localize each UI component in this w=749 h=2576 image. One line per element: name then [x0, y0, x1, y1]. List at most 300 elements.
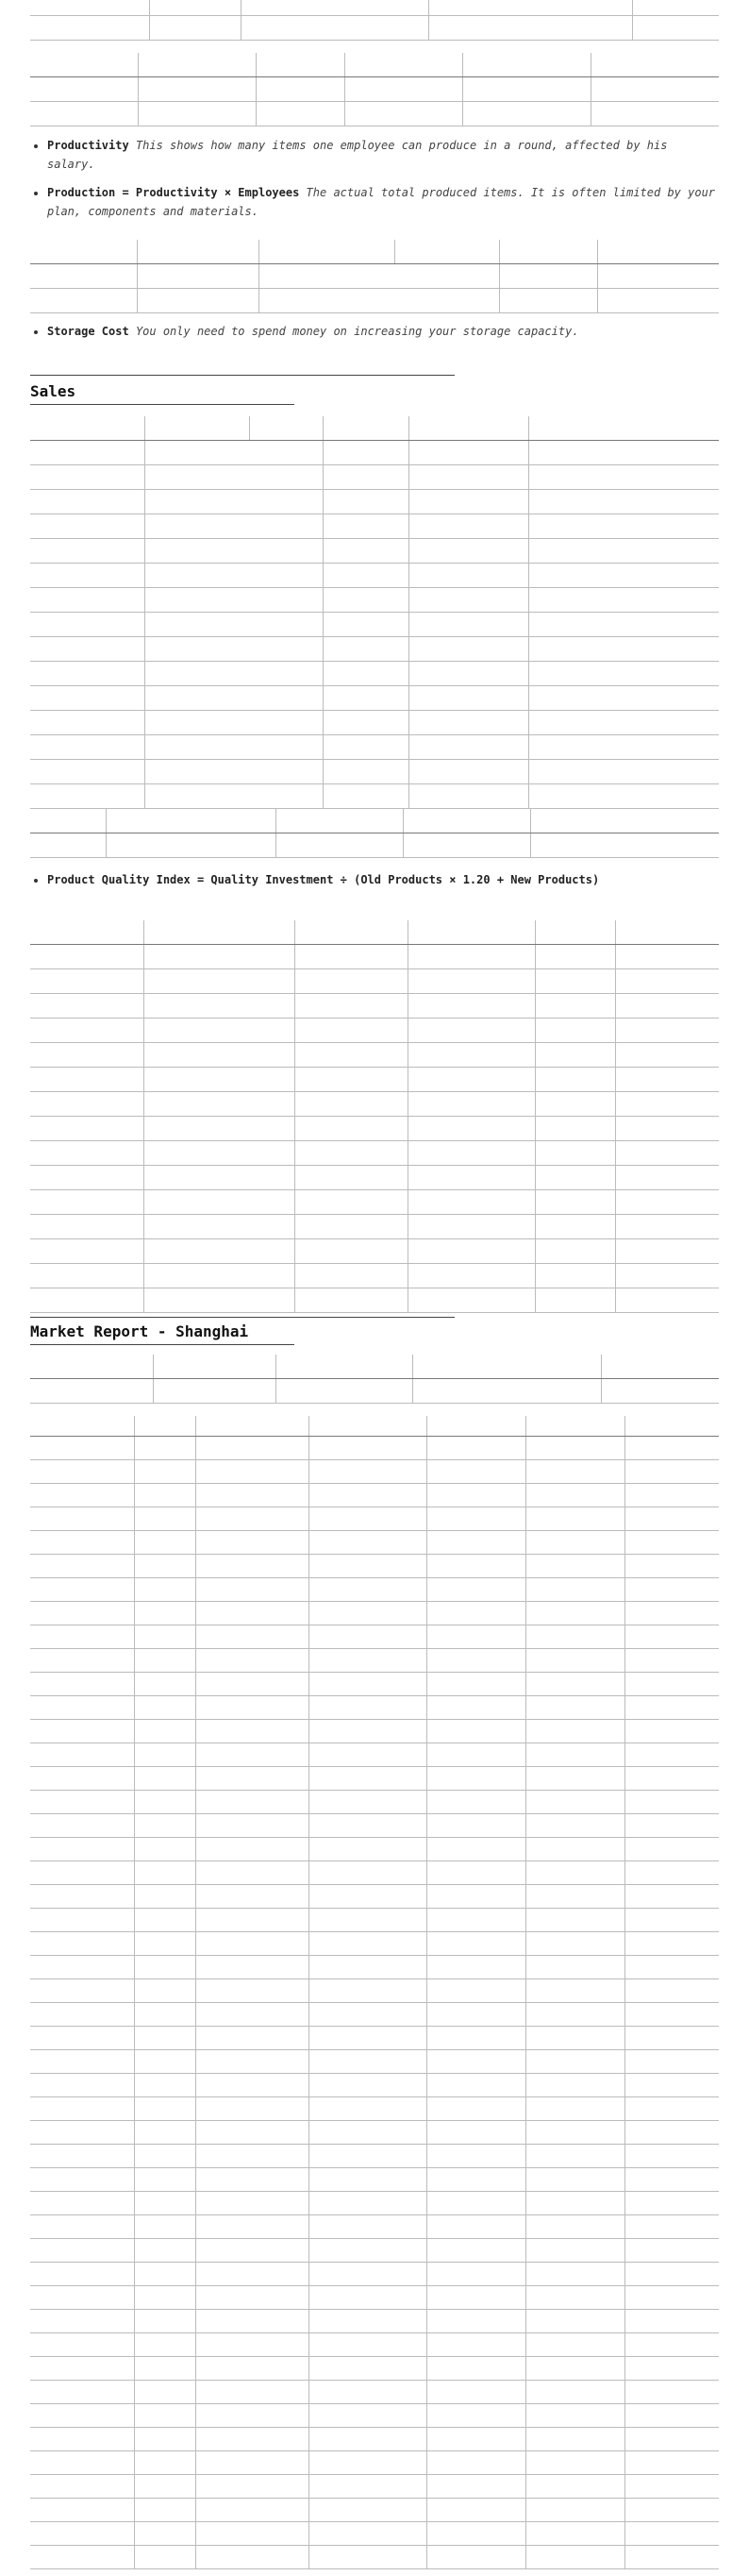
- table-row: [30, 2074, 719, 2097]
- table-cell: [426, 1437, 525, 1460]
- table-cell: [409, 564, 528, 588]
- table-cell: [195, 2286, 308, 2310]
- table-cell: [134, 2121, 195, 2145]
- table-cell: [30, 2381, 134, 2404]
- table-cell: [30, 613, 144, 637]
- table-cell: [525, 1838, 624, 1861]
- table-cell: [30, 1019, 143, 1043]
- table-cell: [143, 969, 294, 994]
- table-cell: [308, 2050, 426, 2074]
- table-cell: [266, 662, 324, 686]
- table-cell: [328, 16, 348, 41]
- table-cell: [30, 1720, 134, 1743]
- table-cell: [308, 2381, 426, 2404]
- table-cell: [521, 0, 541, 16]
- table-cell: [525, 1578, 624, 1602]
- storage-table: [30, 240, 719, 313]
- table-cell: [30, 1838, 134, 1861]
- table-cell: [195, 2522, 308, 2546]
- table-cell: [134, 1767, 195, 1791]
- table-cell: [525, 1909, 624, 1932]
- table-cell: [535, 1239, 615, 1264]
- table-cell: [426, 2192, 525, 2215]
- table-cell: [525, 1791, 624, 1814]
- column-header: [30, 1416, 134, 1437]
- table-cell: [30, 2050, 134, 2074]
- table-cell: [134, 1437, 195, 1460]
- table-cell: [30, 289, 137, 313]
- table-row: [30, 2499, 719, 2522]
- table-cell: [30, 1602, 134, 1625]
- table-cell: [30, 1979, 134, 2003]
- table-cell: [426, 2357, 525, 2381]
- table-cell: [624, 1767, 719, 1791]
- table-cell: [241, 0, 328, 16]
- table-cell: [30, 784, 144, 809]
- table-cell: [144, 760, 249, 784]
- table-cell: [134, 2404, 195, 2428]
- table-cell: [144, 564, 249, 588]
- table-row: [30, 2428, 719, 2451]
- table-cell: [195, 1720, 308, 1743]
- table-cell: [308, 2145, 426, 2168]
- table-cell: [30, 711, 144, 735]
- table-cell: [308, 1555, 426, 1578]
- table-cell: [30, 1379, 153, 1404]
- table-cell: [195, 2546, 308, 2569]
- table-cell: [30, 539, 144, 564]
- table-cell: [528, 735, 719, 760]
- sales-title: Sales: [30, 382, 76, 400]
- column-header: [535, 920, 615, 945]
- market-report-title: Market Report - Shanghai: [30, 1322, 249, 1340]
- table-cell: [308, 1956, 426, 1979]
- table-cell: [258, 289, 394, 313]
- table-cell: [139, 102, 257, 126]
- market-table: [30, 920, 719, 1313]
- table-row: [30, 711, 719, 735]
- table-cell: [195, 1838, 308, 1861]
- table-row: [30, 637, 719, 662]
- table-cell: [308, 1838, 426, 1861]
- table-cell: [615, 1190, 719, 1215]
- table-row: [30, 1979, 719, 2003]
- table-cell: [525, 2050, 624, 2074]
- table-cell: [30, 2451, 134, 2475]
- table-cell: [500, 289, 597, 313]
- table-cell: [615, 1288, 719, 1313]
- table-row: [30, 1019, 719, 1043]
- column-header: [134, 1416, 195, 1437]
- table-cell: [30, 2145, 134, 2168]
- column-header: [139, 53, 257, 77]
- table-cell: [624, 2546, 719, 2569]
- table-cell: [408, 1141, 535, 1166]
- table-cell: [134, 2451, 195, 2475]
- table-cell: [426, 2381, 525, 2404]
- table-cell: [195, 2263, 308, 2286]
- table-cell: [134, 2333, 195, 2357]
- table-cell: [30, 1484, 134, 1507]
- table-cell: [525, 2286, 624, 2310]
- table-row: [30, 1885, 719, 1909]
- table-cell: [30, 441, 144, 465]
- table-cell: [426, 2286, 525, 2310]
- table-cell: [30, 2027, 134, 2050]
- table-cell: [134, 2310, 195, 2333]
- table-cell: [624, 2310, 719, 2333]
- table-row: [30, 1932, 719, 1956]
- table-cell: [408, 1190, 535, 1215]
- table-cell: [408, 969, 535, 994]
- table-cell: [30, 1166, 143, 1190]
- table-cell: [195, 2145, 308, 2168]
- table-cell: [535, 994, 615, 1019]
- table-cell: [134, 2522, 195, 2546]
- column-header: [500, 240, 597, 264]
- table-cell: [249, 514, 266, 539]
- table-cell: [624, 2145, 719, 2168]
- table-cell: [195, 2404, 308, 2428]
- table-cell: [134, 1932, 195, 1956]
- table-cell: [143, 994, 294, 1019]
- table-cell: [195, 2475, 308, 2499]
- table-cell: [624, 2050, 719, 2074]
- table-cell: [195, 1743, 308, 1767]
- column-header: [30, 809, 106, 833]
- table-row: [30, 77, 719, 102]
- table-cell: [257, 77, 345, 102]
- table-cell: [266, 760, 324, 784]
- table-cell: [294, 1264, 408, 1288]
- table-cell: [624, 2381, 719, 2404]
- table-row: [30, 1649, 719, 1673]
- table-cell: [535, 969, 615, 994]
- table-cell: [134, 2215, 195, 2239]
- table-cell: [30, 2310, 134, 2333]
- table-row: [30, 1043, 719, 1068]
- table-cell: [195, 1696, 308, 1720]
- table-cell: [30, 1932, 134, 1956]
- table-cell: [624, 1602, 719, 1625]
- sales-agents-table: [30, 416, 719, 809]
- column-header: [137, 240, 258, 264]
- table-cell: [632, 0, 719, 16]
- table-cell: [525, 1649, 624, 1673]
- table-cell: [134, 2074, 195, 2097]
- table-cell: [308, 2428, 426, 2451]
- table-cell: [328, 0, 348, 16]
- table-cell: [30, 77, 139, 102]
- table-cell: [525, 1932, 624, 1956]
- table-cell: [249, 588, 266, 613]
- table-cell: [426, 1507, 525, 1531]
- table-cell: [525, 1555, 624, 1578]
- table-cell: [324, 637, 409, 662]
- table-cell: [409, 637, 528, 662]
- table-cell: [615, 945, 719, 969]
- table-cell: [195, 2499, 308, 2522]
- table-cell: [426, 1932, 525, 1956]
- table-cell: [624, 2428, 719, 2451]
- column-header: [144, 416, 249, 441]
- table-cell: [409, 613, 528, 637]
- table-cell: [463, 77, 591, 102]
- table-cell: [541, 0, 633, 16]
- table-cell: [525, 2239, 624, 2263]
- table-row: [30, 2215, 719, 2239]
- table-row: [30, 441, 719, 465]
- market-report-summary-table: [30, 1355, 719, 1404]
- table-row: [30, 2522, 719, 2546]
- table-cell: [195, 1814, 308, 1838]
- table-cell: [266, 514, 324, 539]
- table-cell: [143, 1264, 294, 1288]
- table-cell: [134, 1838, 195, 1861]
- table-cell: [195, 1791, 308, 1814]
- table-cell: [426, 2215, 525, 2239]
- table-cell: [426, 2027, 525, 2050]
- table-cell: [308, 2003, 426, 2027]
- table-row: [30, 1166, 719, 1190]
- table-row: [30, 1625, 719, 1649]
- table-cell: [324, 662, 409, 686]
- table-cell: [308, 1673, 426, 1696]
- table-cell: [308, 2097, 426, 2121]
- table-cell: [624, 2074, 719, 2097]
- table-cell: [30, 1625, 134, 1649]
- table-cell: [249, 465, 266, 490]
- table-cell: [528, 490, 719, 514]
- table-cell: [294, 1068, 408, 1092]
- table-cell: [308, 1696, 426, 1720]
- table-cell: [463, 102, 591, 126]
- table-cell: [426, 2451, 525, 2475]
- table-cell: [535, 1190, 615, 1215]
- table-cell: [525, 1696, 624, 1720]
- table-cell: [195, 2027, 308, 2050]
- table-cell: [535, 1215, 615, 1239]
- table-cell: [308, 2263, 426, 2286]
- table-cell: [195, 1602, 308, 1625]
- table-cell: [624, 1720, 719, 1743]
- table-cell: [106, 833, 275, 858]
- table-cell: [624, 2121, 719, 2145]
- table-cell: [143, 945, 294, 969]
- table-cell: [257, 102, 345, 126]
- table-cell: [143, 1117, 294, 1141]
- table-cell: [30, 1190, 143, 1215]
- table-cell: [624, 1437, 719, 1460]
- table-cell: [528, 588, 719, 613]
- table-cell: [308, 1932, 426, 1956]
- table-cell: [134, 1602, 195, 1625]
- table-cell: [525, 2215, 624, 2239]
- table-cell: [195, 1578, 308, 1602]
- table-cell: [525, 1484, 624, 1507]
- table-cell: [615, 1117, 719, 1141]
- table-cell: [428, 0, 521, 16]
- table-cell: [624, 1909, 719, 1932]
- table-row: [30, 1791, 719, 1814]
- column-header: [30, 1355, 153, 1379]
- table-cell: [426, 1602, 525, 1625]
- table-cell: [266, 686, 324, 711]
- table-cell: [409, 784, 528, 809]
- table-cell: [134, 2050, 195, 2074]
- table-cell: [294, 1141, 408, 1166]
- table-cell: [324, 490, 409, 514]
- table-cell: [266, 539, 324, 564]
- table-cell: [409, 735, 528, 760]
- table-cell: [308, 2286, 426, 2310]
- table-cell: [615, 1043, 719, 1068]
- table-cell: [30, 969, 143, 994]
- quality: [30, 809, 719, 858]
- production-details-table: [30, 53, 719, 126]
- table-cell: [535, 1092, 615, 1117]
- table-cell: [525, 1531, 624, 1555]
- table-row: [30, 969, 719, 994]
- column-header: [153, 1355, 275, 1379]
- table-cell: [30, 1791, 134, 1814]
- table-cell: [266, 441, 324, 465]
- table-cell: [266, 588, 324, 613]
- table-cell: [294, 1215, 408, 1239]
- table-cell: [624, 2097, 719, 2121]
- table-cell: [30, 1043, 143, 1068]
- column-header: [258, 240, 394, 264]
- table-cell: [308, 1791, 426, 1814]
- table-cell: [241, 16, 328, 41]
- table-cell: [624, 1460, 719, 1484]
- table-cell: [30, 1649, 134, 1673]
- production-note: The actual total produced items. It is often limited by your plan, components and materials.: [47, 186, 716, 218]
- table-cell: [426, 1791, 525, 1814]
- table-row: [30, 2121, 719, 2145]
- table-cell: [535, 1043, 615, 1068]
- table-cell: [30, 662, 144, 686]
- table-cell: [409, 686, 528, 711]
- table-cell: [153, 1379, 275, 1404]
- table-cell: [144, 711, 249, 735]
- table-cell: [308, 2333, 426, 2357]
- table-cell: [294, 945, 408, 969]
- table-cell: [30, 1578, 134, 1602]
- table-cell: [426, 1673, 525, 1696]
- table-cell: [412, 1379, 601, 1404]
- table-row: [30, 264, 719, 289]
- table-cell: [426, 1767, 525, 1791]
- table-row: [30, 2003, 719, 2027]
- table-cell: [324, 539, 409, 564]
- table-cell: [30, 2215, 134, 2239]
- table-cell: [624, 1814, 719, 1838]
- table-cell: [624, 1696, 719, 1720]
- table-cell: [134, 2003, 195, 2027]
- table-cell: [409, 465, 528, 490]
- table-cell: [308, 1743, 426, 1767]
- table-cell: [428, 16, 521, 41]
- table-cell: [134, 2499, 195, 2522]
- table-cell: [426, 1861, 525, 1885]
- table-cell: [30, 2499, 134, 2522]
- table-cell: [426, 1484, 525, 1507]
- table-cell: [30, 760, 144, 784]
- table-row: [30, 1602, 719, 1625]
- table-cell: [134, 1743, 195, 1767]
- table-row: [30, 588, 719, 613]
- table-row: [30, 2404, 719, 2428]
- table-cell: [143, 1239, 294, 1264]
- table-cell: [528, 539, 719, 564]
- table-cell: [409, 711, 528, 735]
- table-cell: [426, 1625, 525, 1649]
- table-cell: [144, 441, 249, 465]
- table-cell: [426, 1649, 525, 1673]
- table-cell: [143, 1141, 294, 1166]
- table-cell: [195, 2121, 308, 2145]
- table-cell: [294, 1239, 408, 1264]
- table-cell: [308, 1861, 426, 1885]
- table-cell: [426, 1743, 525, 1767]
- column-header: [591, 53, 719, 77]
- table-row: [30, 1190, 719, 1215]
- table-cell: [195, 2074, 308, 2097]
- quality-notes: [30, 870, 719, 889]
- table-cell: [308, 2475, 426, 2499]
- column-header: [530, 809, 719, 833]
- table-cell: [266, 465, 324, 490]
- table-cell: [324, 686, 409, 711]
- table-cell: [324, 711, 409, 735]
- table-cell: [249, 441, 266, 465]
- table-cell: [528, 637, 719, 662]
- table-cell: [30, 1767, 134, 1791]
- column-header: [294, 920, 408, 945]
- table-cell: [624, 1885, 719, 1909]
- table-cell: [30, 1437, 134, 1460]
- table-cell: [266, 711, 324, 735]
- table-cell: [294, 1092, 408, 1117]
- table-cell: [525, 2074, 624, 2097]
- table-cell: [408, 1239, 535, 1264]
- table-cell: [30, 588, 144, 613]
- table-cell: [30, 2546, 134, 2569]
- table-cell: [249, 784, 266, 809]
- table-cell: [30, 2428, 134, 2451]
- header-row: [30, 240, 719, 264]
- table-cell: [30, 1885, 134, 1909]
- storage-cost-note: You only need to spend money on increasing your storage capacity.: [135, 325, 579, 338]
- table-row: [30, 2027, 719, 2050]
- table-row: [30, 2286, 719, 2310]
- production-notes: [30, 136, 719, 221]
- table-cell: [624, 1932, 719, 1956]
- table-cell: [30, 2475, 134, 2499]
- table-cell: [275, 1379, 412, 1404]
- table-cell: [615, 1215, 719, 1239]
- table-cell: [30, 1460, 134, 1484]
- table-row: [30, 539, 719, 564]
- table-cell: [134, 1720, 195, 1743]
- table-cell: [195, 1673, 308, 1696]
- table-cell: [308, 1531, 426, 1555]
- table-cell: [345, 77, 463, 102]
- table-cell: [541, 16, 633, 41]
- table-cell: [30, 102, 139, 126]
- table-cell: [266, 637, 324, 662]
